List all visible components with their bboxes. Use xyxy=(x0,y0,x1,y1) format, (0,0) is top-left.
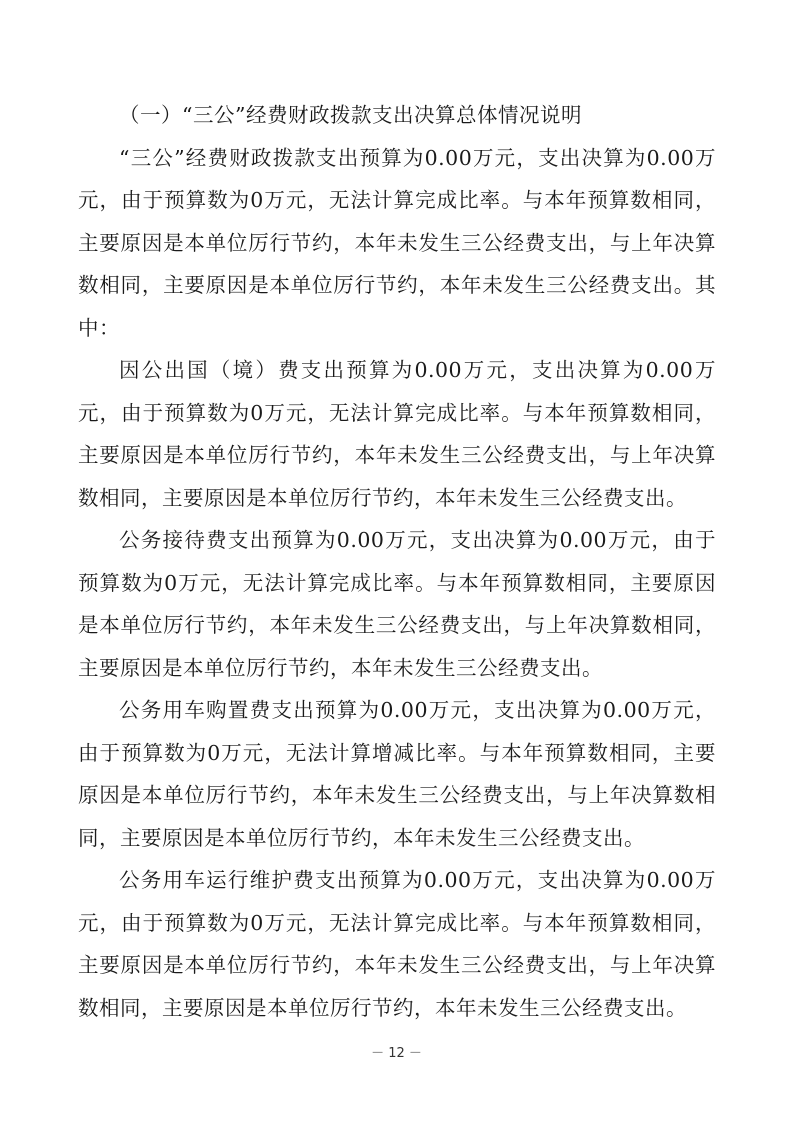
paragraph-official-reception: 公务接待费支出预算为0.00万元，支出决算为0.00万元，由于预算数为0万元，无法计算完成比率。与本年预算数相同，主要原因是本单位厉行节约，本年未发生三公经费支出，与上年决算数相同，主要原因是本单位厉行节约，本年未发生三公经费支出。 xyxy=(78,528,716,680)
section-heading: （一）“三公”经费财政拨款支出决算总体情况说明 xyxy=(119,103,582,127)
paragraph-overview: “三公”经费财政拨款支出预算为0.00万元，支出决算为0.00万元，由于预算数为0万元，无法计算完成比率。与本年预算数相同，主要原因是本单位厉行节约，本年未发生三公经费支出，与上年决算数相同，主要原因是本单位厉行节约，本年未发生三公经费支出。其中： xyxy=(78,145,716,340)
document-body xyxy=(78,94,716,1029)
paragraph-vehicle-purchase: 公务用车购置费支出预算为0.00万元，支出决算为0.00万元，由于预算数为0万元，无法计算增减比率。与本年预算数相同，主要原因是本单位厉行节约，本年未发生三公经费支出，与上年决算数相同，主要原因是本单位厉行节约，本年未发生三公经费支出。 xyxy=(78,698,716,850)
paragraph-vehicle-operation: 公务用车运行维护费支出预算为0.00万元，支出决算为0.00万元，由于预算数为0万元，无法计算完成比率。与本年预算数相同，主要原因是本单位厉行节约，本年未发生三公经费支出，与上年决算数相同，主要原因是本单位厉行节约，本年未发生三公经费支出。 xyxy=(78,868,716,1020)
paragraph-overseas-travel: 因公出国（境）费支出预算为0.00万元，支出决算为0.00万元，由于预算数为0万元，无法计算完成比率。与本年预算数相同，主要原因是本单位厉行节约，本年未发生三公经费支出，与上年决算数相同，主要原因是本单位厉行节约，本年未发生三公经费支出。 xyxy=(78,358,716,510)
page-number: － 12 － xyxy=(371,1046,422,1061)
